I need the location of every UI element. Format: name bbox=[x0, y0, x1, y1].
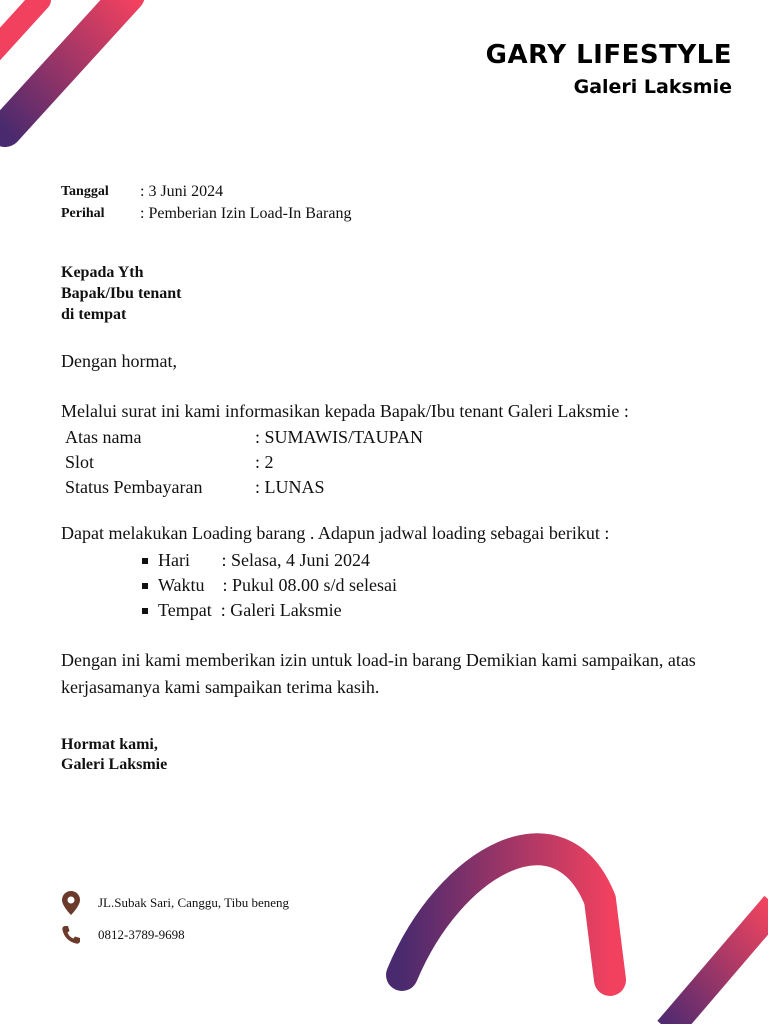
recipient-block bbox=[61, 262, 182, 325]
detail-row-slot bbox=[65, 450, 423, 475]
meta-key: Tanggal bbox=[61, 184, 109, 199]
letter-meta bbox=[61, 181, 351, 225]
schedule-text: Hari : Selasa, 4 Juni 2024 bbox=[158, 550, 370, 570]
tenant-details bbox=[65, 425, 423, 500]
schedule-item bbox=[142, 573, 397, 598]
detail-key: Status Pembayaran bbox=[65, 477, 203, 497]
schedule-text: Waktu : Pukul 08.00 s/d selesai bbox=[158, 575, 398, 595]
bullet-icon bbox=[142, 583, 148, 589]
detail-row-payment bbox=[65, 475, 423, 500]
letterhead bbox=[486, 40, 732, 98]
bullet-icon bbox=[142, 558, 148, 564]
meta-row-date bbox=[61, 181, 351, 203]
schedule-text: Tempat : Galeri Laksmie bbox=[158, 600, 342, 620]
detail-value: : SUMAWIS/TAUPAN bbox=[255, 427, 423, 447]
location-pin-icon bbox=[61, 891, 81, 915]
meta-key: Perihal bbox=[61, 206, 105, 221]
phone-line bbox=[61, 923, 185, 947]
schedule-item bbox=[142, 598, 397, 623]
brand-subtitle: Galeri Laksmie bbox=[573, 76, 732, 98]
recipient-line: Bapak/Ibu tenant bbox=[61, 285, 182, 302]
top-left-stripe-red bbox=[0, 0, 40, 55]
recipient-line: di tempat bbox=[61, 306, 127, 323]
detail-key: Slot bbox=[65, 452, 95, 472]
intro-paragraph: Melalui surat ini kami informasikan kepada Bapak/Ibu tenant Galeri Laksmie : bbox=[61, 401, 629, 421]
meta-row-subject bbox=[61, 203, 351, 225]
schedule-list bbox=[142, 548, 397, 623]
detail-key: Atas nama bbox=[65, 427, 142, 447]
recipient-line: Kepada Yth bbox=[61, 264, 144, 281]
bottom-right-stripe bbox=[668, 905, 768, 1024]
detail-value: : LUNAS bbox=[255, 477, 325, 497]
address-line bbox=[61, 891, 289, 915]
detail-value: : 2 bbox=[255, 452, 274, 472]
sign-off-line: Hormat kami, bbox=[61, 736, 158, 753]
address-text: JL.Subak Sari, Canggu, Tibu beneng bbox=[98, 895, 290, 910]
greeting: Dengan hormat, bbox=[61, 351, 177, 371]
brand-title: GARY LIFESTYLE bbox=[485, 40, 732, 70]
signature-block bbox=[61, 735, 167, 775]
meta-value: : 3 Juni 2024 bbox=[140, 183, 224, 200]
sign-off-line: Galeri Laksmie bbox=[61, 756, 168, 773]
bullet-icon bbox=[142, 608, 148, 614]
phone-text: 0812-3789-9698 bbox=[98, 927, 185, 942]
closing-paragraph: Dengan ini kami memberikan izin untuk load-in barang Demikian kami sampaikan, atas kerjasamanya kami sampaikan terima kasih. bbox=[61, 650, 696, 697]
schedule-intro: Dapat melakukan Loading barang . Adapun jadwal loading sebagai berikut : bbox=[61, 523, 610, 543]
bottom-arch-stripe bbox=[402, 849, 610, 980]
detail-row-name bbox=[65, 425, 423, 450]
schedule-item bbox=[142, 548, 397, 573]
phone-icon bbox=[61, 923, 81, 947]
meta-value: : Pemberian Izin Load-In Barang bbox=[140, 205, 352, 222]
